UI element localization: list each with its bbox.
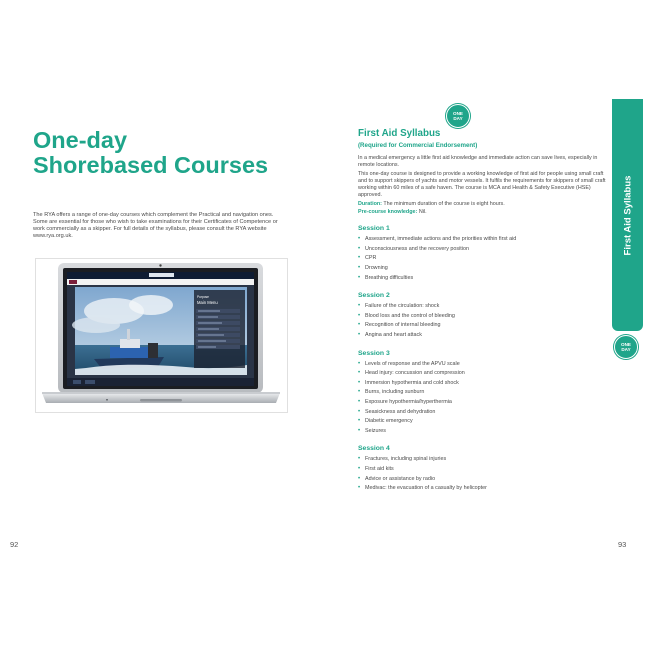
list-item: • Seasickness and dehydration	[358, 408, 606, 418]
list-item: • Advice or assistance by radio	[358, 475, 606, 485]
list-item: • Unconsciousness and the recovery position	[358, 245, 606, 255]
badge-line-2: DAY	[453, 116, 463, 121]
side-badge-line-2: DAY	[621, 347, 631, 352]
list-item: • Breathing difficulties	[358, 274, 606, 284]
badge-line-1: ONE	[453, 111, 463, 116]
list-item: • Failure of the circulation: shock	[358, 302, 606, 312]
intro-paragraph: The RYA offers a range of one-day courses which complement the Practical and navigation ones. Some are essential for those who wish to take examinations for their Certificates of Competence or work commercially as a skipper. For full details of the syllabus, please consult the RYA website www.rya.org.uk.	[33, 212, 278, 240]
list-item: • Fractures, including spinal injuries	[358, 455, 606, 465]
session-title: Session 2	[358, 292, 390, 300]
list-item: • Burns, including sunburn	[358, 388, 606, 398]
list-item: • Recognition of internal bleeding	[358, 321, 606, 331]
duration-text: The minimum duration of the course is eight hours.	[383, 201, 505, 208]
list-item: • First aid kits	[358, 465, 606, 475]
session-1	[358, 225, 606, 283]
laptop-illustration	[36, 259, 287, 412]
session-4	[358, 445, 606, 493]
duration-line	[358, 201, 606, 208]
list-item: • Blood loss and the control of bleeding	[358, 312, 606, 322]
list-item: • Head injury: concussion and compression	[358, 369, 606, 379]
screen-menu-heading: Main Menu	[197, 300, 218, 305]
side-tab	[612, 99, 643, 331]
session-title: Session 1	[358, 225, 390, 233]
prereq-line	[358, 209, 606, 216]
page-number-right: 93	[618, 540, 627, 549]
list-item: • Angina and heart attack	[358, 331, 606, 341]
one-day-badge-icon	[446, 104, 470, 128]
list-item: • Seizures	[358, 427, 606, 437]
side-tab-label: First Aid Syllabus	[622, 175, 634, 255]
paragraph-2: This one-day course is designed to provide a working knowledge of first aid for people using small craft and to support skippers of yachts and motor vessels. It fulfils the requirements for skippers of small craft working within 60 miles of a safe haven. The course is MCA and Health & Safety Executive (HSE) approved.	[358, 171, 606, 198]
list-item: • Assessment, immediate actions and the priorities within first aid	[358, 235, 606, 245]
session-3	[358, 350, 606, 437]
session-2	[358, 292, 606, 340]
list-item: • CPR	[358, 254, 606, 264]
duration-label: Duration:	[358, 201, 382, 208]
session-title: Session 3	[358, 349, 390, 357]
syllabus-subtitle: (Required for Commercial Endorsement)	[358, 142, 478, 149]
side-badge-line-1: ONE	[621, 342, 631, 347]
list-item: • Drowning	[358, 264, 606, 274]
title-line-1: One-day	[33, 127, 128, 153]
syllabus-title: First Aid Syllabus	[358, 128, 441, 139]
syllabus-content	[358, 128, 606, 494]
list-item: • Exposure hypothermia/hyperthermia	[358, 398, 606, 408]
list-item: • Medivac: the evacuation of a casualty by helicopter	[358, 484, 606, 494]
title-line-2: Shorebased Courses	[33, 152, 269, 178]
session-title: Session 4	[358, 445, 390, 453]
laptop-image	[35, 258, 288, 413]
svg-text:Purpose: Purpose	[197, 295, 209, 299]
list-item: • Immersion hypothermia and cold shock	[358, 379, 606, 389]
paragraph-1: In a medical emergency a little first aid knowledge and immediate action can save lives, especially in remote locations.	[358, 155, 598, 168]
one-day-side-badge-icon	[614, 335, 638, 359]
prereq-text: Nil.	[418, 209, 427, 216]
page-title	[33, 128, 268, 178]
list-item: • Levels of response and the APVU scale	[358, 360, 606, 370]
list-item: • Diabetic emergency	[358, 417, 606, 427]
page-number-left: 92	[10, 540, 19, 549]
prereq-label: Pre-course knowledge:	[358, 209, 418, 216]
